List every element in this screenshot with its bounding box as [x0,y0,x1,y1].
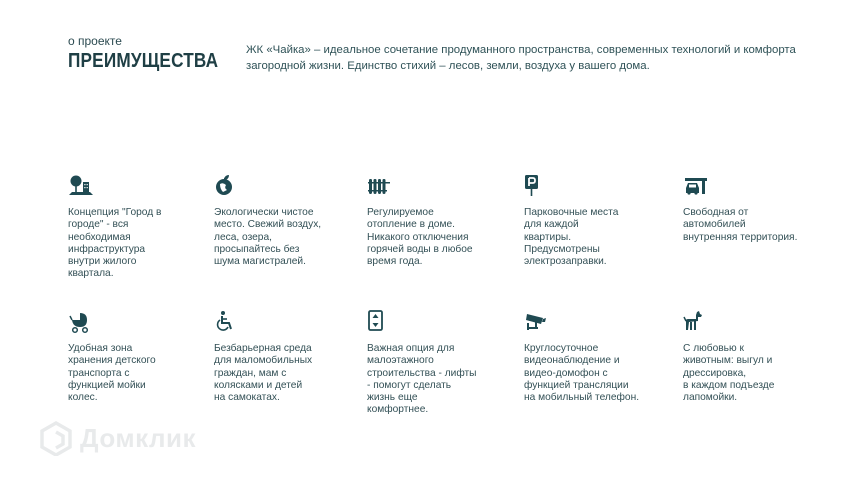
city-tree-icon [68,174,94,198]
feature-text: С любовью к животным: выгул и дрессировка, в каждом подъезде лапомойки. [683,343,775,404]
section-subtitle: о проекте [68,34,122,48]
parking-icon [524,174,550,198]
feature-text: Удобная зона хранения детского транспорта с функцией мойки колес. [68,343,156,404]
feature-text: Важная опция для малоэтажного строительства - лифты - помогут сделать жизнь еще комфортнее. [367,343,477,416]
page-title: ПРЕИМУЩЕСТВА [68,50,219,72]
elevator-icon [367,310,393,334]
eco-globe-icon [214,174,240,198]
watermark-text: Домклик [80,422,196,453]
wheelchair-icon [214,310,240,334]
car-barrier-icon [683,174,709,198]
feature-text: Экологически чистое место. Свежий воздух, леса, озера, просыпайтесь без шума магистралей. [214,207,322,268]
dog-icon [683,310,709,334]
watermark [38,420,196,456]
radiator-icon [367,174,393,198]
feature-text: Регулируемое отопление в доме. Никакого отключения горячей воды в любое время года. [367,207,473,268]
feature-text: Безбарьерная среда для маломобильных граждан, мам с колясками и детей на самокатах. [214,343,313,404]
intro-text: ЖК «Чайка» – идеальное сочетание продуманного пространства, современных технологий и комфорта загородной жизни. Единство стихий – лесов, земли, воздуха у вашего дома. [246,44,796,72]
domclick-logo-icon [38,420,74,456]
cctv-camera-icon [524,310,550,334]
feature-text: Концепция "Город в городе" - вся необходимая инфраструктура внутри жилого квартала. [68,207,162,280]
feature-text: Парковочные места для каждой квартиры. Предусмотрены электрозаправки. [524,207,619,268]
feature-text: Свободная от автомобилей внутренняя территория. [683,207,798,243]
feature-text: Круглосуточное видеонаблюдение и видео-домофон с функцией трансляции на мобильный телефон. [524,343,640,404]
stroller-icon [68,310,94,334]
